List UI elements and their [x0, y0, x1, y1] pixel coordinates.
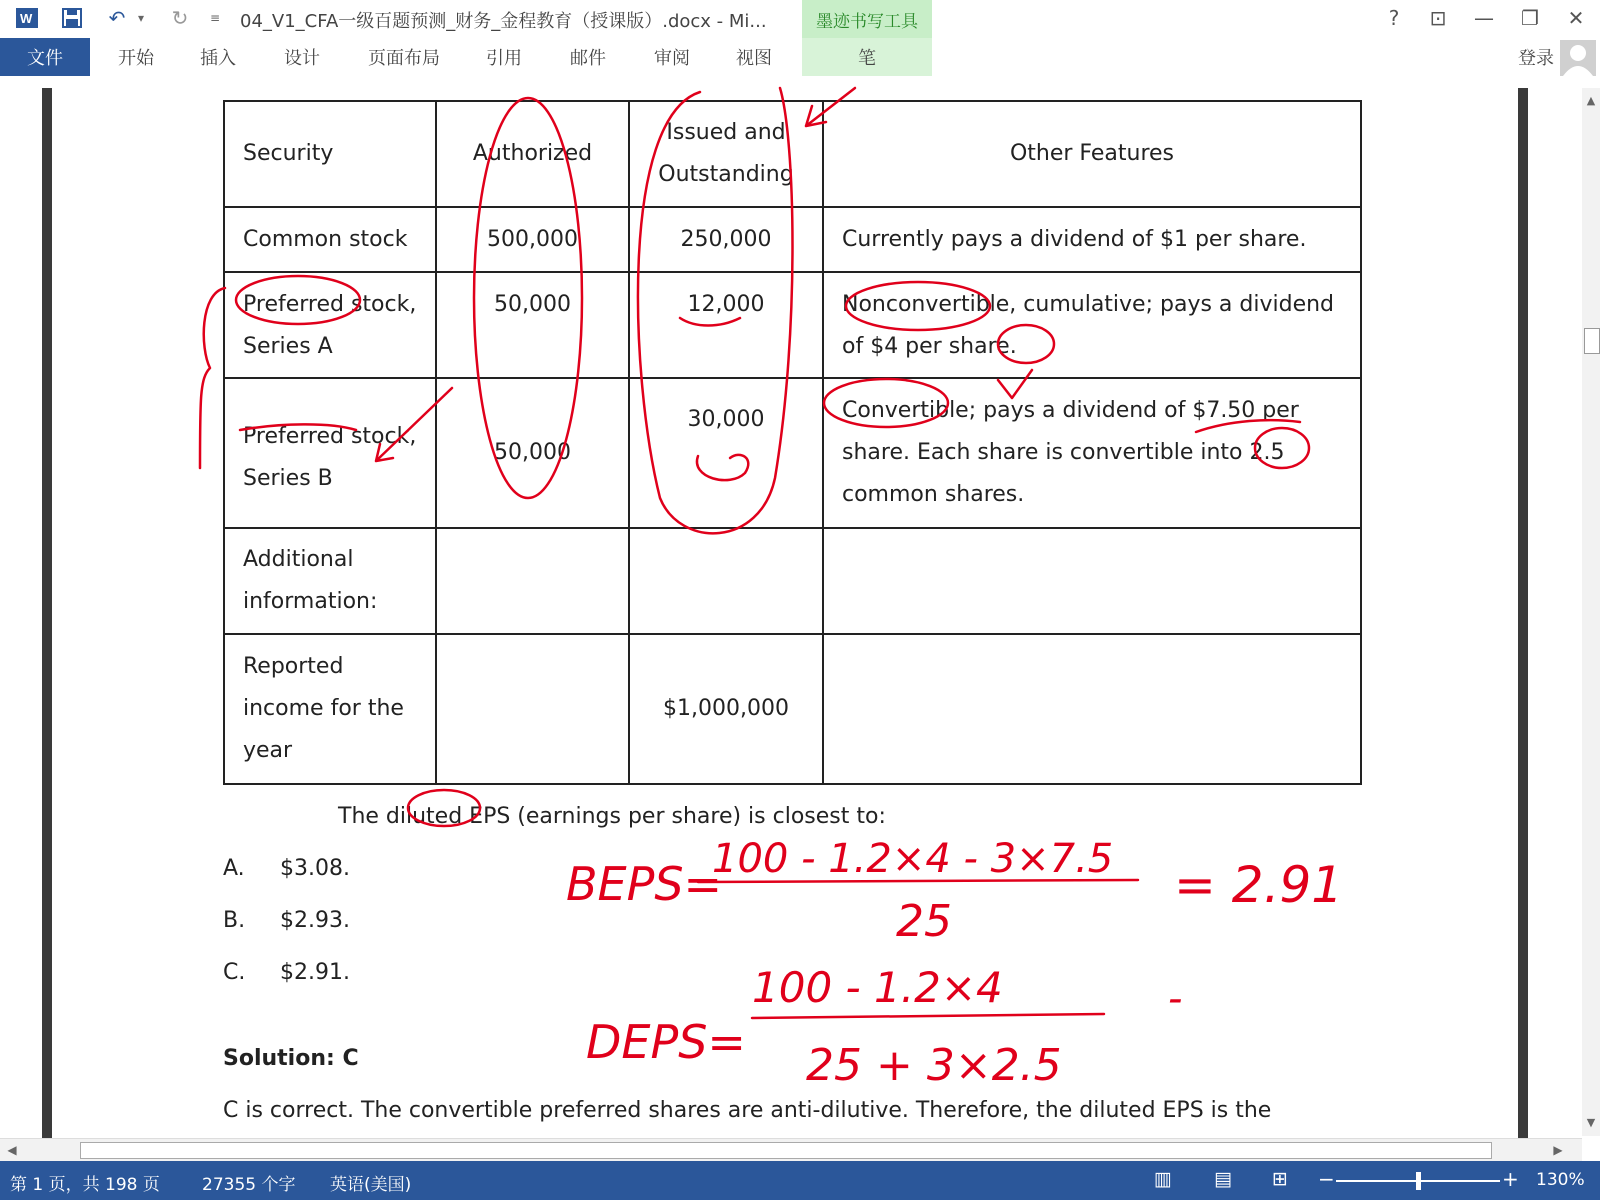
- read-mode-icon[interactable]: ▥: [1154, 1168, 1172, 1190]
- table-header-row: [224, 101, 1361, 207]
- ink-fraction-line-2: [752, 1014, 1104, 1018]
- solution-text: C is correct. The convertible preferred shares are anti-dilutive. Therefore, the diluted EPS is the: [223, 1098, 1272, 1123]
- ink-bracket: [200, 288, 225, 468]
- option-text: $2.91.: [280, 960, 350, 985]
- cell-security: Additional information:: [224, 528, 436, 634]
- cell-authorized: 50,000: [436, 378, 629, 528]
- tab-view[interactable]: 视图: [736, 48, 772, 69]
- cell-issued: 12,000: [629, 272, 823, 378]
- option-text: $2.93.: [280, 908, 350, 933]
- vertical-scrollbar[interactable]: [1582, 88, 1600, 1136]
- customize-toolbar-icon[interactable]: ≡: [209, 11, 221, 25]
- cell-issued: [629, 528, 823, 634]
- tab-pen[interactable]: 笔: [802, 38, 932, 76]
- undo-icon[interactable]: ↶: [108, 6, 126, 30]
- tab-file[interactable]: 文件: [0, 38, 90, 76]
- minimize-button[interactable]: —: [1474, 6, 1494, 30]
- zoom-slider[interactable]: [1336, 1180, 1500, 1182]
- header-security: Security: [224, 101, 436, 207]
- undo-dropdown-icon[interactable]: ▾: [137, 11, 145, 25]
- help-icon[interactable]: ?: [1388, 6, 1400, 30]
- cell-authorized: [436, 634, 629, 784]
- page-count[interactable]: 第 1 页，共 198 页: [10, 1175, 160, 1195]
- maximize-button[interactable]: ❐: [1521, 6, 1539, 30]
- option-text: $3.08.: [280, 856, 350, 881]
- ink-beps-denominator: 25: [896, 896, 952, 947]
- redo-icon[interactable]: ↻: [171, 6, 189, 30]
- scroll-right-icon[interactable]: ▶: [1553, 1143, 1563, 1157]
- tab-page-layout[interactable]: 页面布局: [368, 48, 440, 69]
- close-button[interactable]: ✕: [1567, 6, 1585, 30]
- cell-security: Common stock: [224, 207, 436, 272]
- web-layout-icon[interactable]: ⊞: [1272, 1168, 1288, 1190]
- cell-security: Reported income for the year: [224, 634, 436, 784]
- document-canvas[interactable]: [0, 78, 1582, 1138]
- ink-deps-lhs: DEPS=: [586, 1015, 746, 1069]
- table-row: [224, 207, 1361, 272]
- page-right-edge: [1518, 88, 1528, 1138]
- cell-features: Convertible; pays a dividend of $7.50 per share. Each share is convertible into 2.5 common shares.: [823, 378, 1361, 528]
- table-row: [224, 272, 1361, 378]
- ink-deps-denominator: 25 + 3×2.5: [806, 1040, 1062, 1091]
- solution-label: Solution: C: [223, 1046, 359, 1071]
- sign-in-link[interactable]: 登录: [1518, 48, 1554, 69]
- tab-home[interactable]: 开始: [118, 48, 154, 69]
- option-letter: B.: [223, 908, 246, 933]
- language-indicator[interactable]: 英语(美国): [330, 1175, 412, 1195]
- ink-beps-lhs: BEPS=: [566, 857, 723, 911]
- zoom-in-icon[interactable]: +: [1502, 1167, 1519, 1191]
- cell-features: Nonconvertible, cumulative; pays a dividend of $4 per share.: [823, 272, 1361, 378]
- cell-features: [823, 528, 1361, 634]
- scroll-down-icon[interactable]: ▼: [1586, 1115, 1596, 1129]
- zoom-out-icon[interactable]: −: [1318, 1167, 1335, 1191]
- ink-tools-contextual-tab: 墨迹书写工具: [802, 0, 932, 38]
- table-row: [224, 378, 1361, 528]
- word-count[interactable]: 27355 个字: [202, 1175, 296, 1195]
- horizontal-scroll-thumb[interactable]: [80, 1142, 1492, 1159]
- header-issued: Issued and Outstanding: [629, 101, 823, 207]
- cell-security: Preferred stock, Series A: [224, 272, 436, 378]
- cell-authorized: 500,000: [436, 207, 629, 272]
- scroll-left-icon[interactable]: ◀: [7, 1143, 17, 1157]
- svg-text:W: W: [20, 11, 33, 26]
- header-authorized: Authorized: [436, 101, 629, 207]
- zoom-slider-thumb[interactable]: [1416, 1172, 1421, 1190]
- document-title: 04_V1_CFA一级百题预测_财务_金程教育（授课版）.docx - Mi...: [240, 11, 767, 32]
- horizontal-scrollbar[interactable]: [0, 1138, 1582, 1161]
- tab-mailings[interactable]: 邮件: [570, 48, 606, 69]
- ink-beps-numerator: 100 - 1.2×4 - 3×7.5: [712, 836, 1114, 882]
- save-icon[interactable]: [58, 4, 86, 32]
- print-layout-icon[interactable]: ▤: [1214, 1168, 1232, 1190]
- cell-features: [823, 634, 1361, 784]
- word-app-icon[interactable]: [14, 4, 40, 32]
- ink-fraction-line-1: [698, 880, 1138, 882]
- zoom-level[interactable]: 130%: [1536, 1170, 1585, 1190]
- tab-references[interactable]: 引用: [486, 48, 522, 69]
- cell-authorized: 50,000: [436, 272, 629, 378]
- status-bar: [0, 1161, 1600, 1200]
- title-bar: [0, 0, 1600, 38]
- cell-issued: 30,000: [629, 378, 823, 528]
- table-row: [224, 634, 1361, 784]
- tab-review[interactable]: 审阅: [654, 48, 690, 69]
- cell-authorized: [436, 528, 629, 634]
- option-letter: C.: [223, 960, 246, 985]
- cell-features: Currently pays a dividend of $1 per share.: [823, 207, 1361, 272]
- vertical-scroll-thumb[interactable]: [1584, 328, 1600, 354]
- ink-deps-trailing: -: [1168, 976, 1183, 1022]
- header-other-features: Other Features: [823, 101, 1361, 207]
- ink-beps-result: = 2.91: [1174, 856, 1344, 914]
- cell-issued: 250,000: [629, 207, 823, 272]
- table-row: [224, 528, 1361, 634]
- securities-table: [223, 100, 1362, 785]
- ribbon-display-options-icon[interactable]: ⊡: [1429, 6, 1447, 30]
- scroll-up-icon[interactable]: ▲: [1586, 93, 1596, 107]
- ink-deps-numerator: 100 - 1.2×4: [752, 963, 1003, 1012]
- page-left-edge: [42, 88, 52, 1138]
- tab-insert[interactable]: 插入: [200, 48, 236, 69]
- option-letter: A.: [223, 856, 245, 881]
- cell-issued: $1,000,000: [629, 634, 823, 784]
- ribbon-tab-bar: [0, 38, 1600, 78]
- cell-security: Preferred stock, Series B: [224, 378, 436, 528]
- question-stem: The diluted EPS (earnings per share) is closest to:: [338, 804, 886, 829]
- tab-design[interactable]: 设计: [284, 48, 320, 69]
- user-avatar-icon[interactable]: [1560, 40, 1596, 76]
